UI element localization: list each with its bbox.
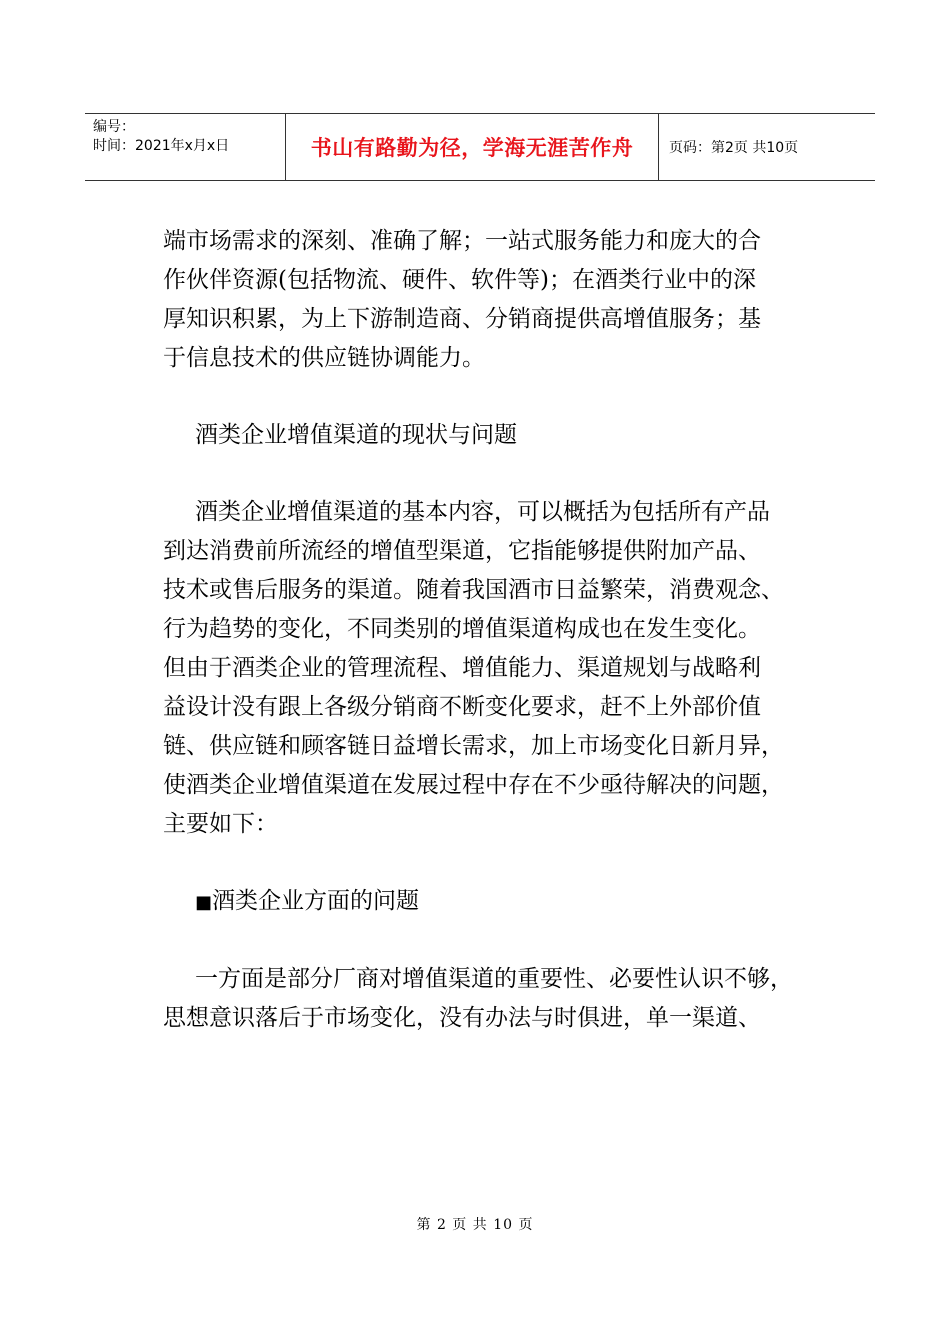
text-line: 厚知识积累，为上下游制造商、分销商提供高增值服务；基 <box>163 306 761 332</box>
heading-text: 酒类企业增值渠道的现状与问题 <box>195 422 517 448</box>
header-motto: 书山有路勤为径，学海无涯苦作舟 <box>286 114 659 180</box>
text-line: 使酒类企业增值渠道在发展过程中存在不少亟待解决的问题， <box>163 772 784 798</box>
text-line: 思想意识落后于市场变化，没有办法与时俱进，单一渠道、 <box>163 1005 761 1031</box>
text-line: 主要如下： <box>163 811 278 837</box>
text-line: 技术或售后服务的渠道。随着我国酒市日益繁荣，消费观念、 <box>163 577 784 603</box>
paragraph <box>163 222 803 378</box>
text-line: 端市场需求的深刻、准确了解；一站式服务能力和庞大的合 <box>163 228 761 254</box>
paragraph <box>163 493 803 844</box>
document-number-label: 编号： <box>93 119 135 135</box>
header-page-label: 页码：第2页 共10页 <box>669 140 799 156</box>
page-footer: 第 2 页 共 10 页 <box>416 1217 534 1233</box>
paragraph <box>163 960 803 1038</box>
text-line: 但由于酒类企业的管理流程、增值能力、渠道规划与战略利 <box>163 655 761 681</box>
bullet-heading-text: 酒类企业方面的问题 <box>212 888 420 914</box>
text-line: 一方面是部分厂商对增值渠道的重要性、必要性认识不够， <box>195 966 793 992</box>
square-bullet-icon: ■ <box>195 892 213 913</box>
text-line: 到达消费前所流经的增值型渠道，它指能够提供附加产品、 <box>163 538 761 564</box>
text-line: 作伙伴资源(包括物流、硬件、软件等)；在酒类行业中的深 <box>163 267 756 293</box>
text-line: 酒类企业增值渠道的基本内容，可以概括为包括所有产品 <box>195 499 770 525</box>
section-heading <box>163 416 803 455</box>
text-line: 益设计没有跟上各级分销商不断变化要求，赶不上外部价值 <box>163 694 761 720</box>
text-line: 链、供应链和顾客链日益增长需求，加上市场变化日新月异， <box>163 733 784 759</box>
document-time-label: 时间：2021年x月x日 <box>93 138 230 154</box>
header-meta <box>85 114 286 180</box>
document-body <box>163 222 803 1038</box>
text-line: 行为趋势的变化，不同类别的增值渠道构成也在发生变化。 <box>163 616 761 642</box>
text-line: 于信息技术的供应链协调能力。 <box>163 345 485 371</box>
page-header <box>85 113 875 181</box>
bullet-heading <box>163 882 803 922</box>
